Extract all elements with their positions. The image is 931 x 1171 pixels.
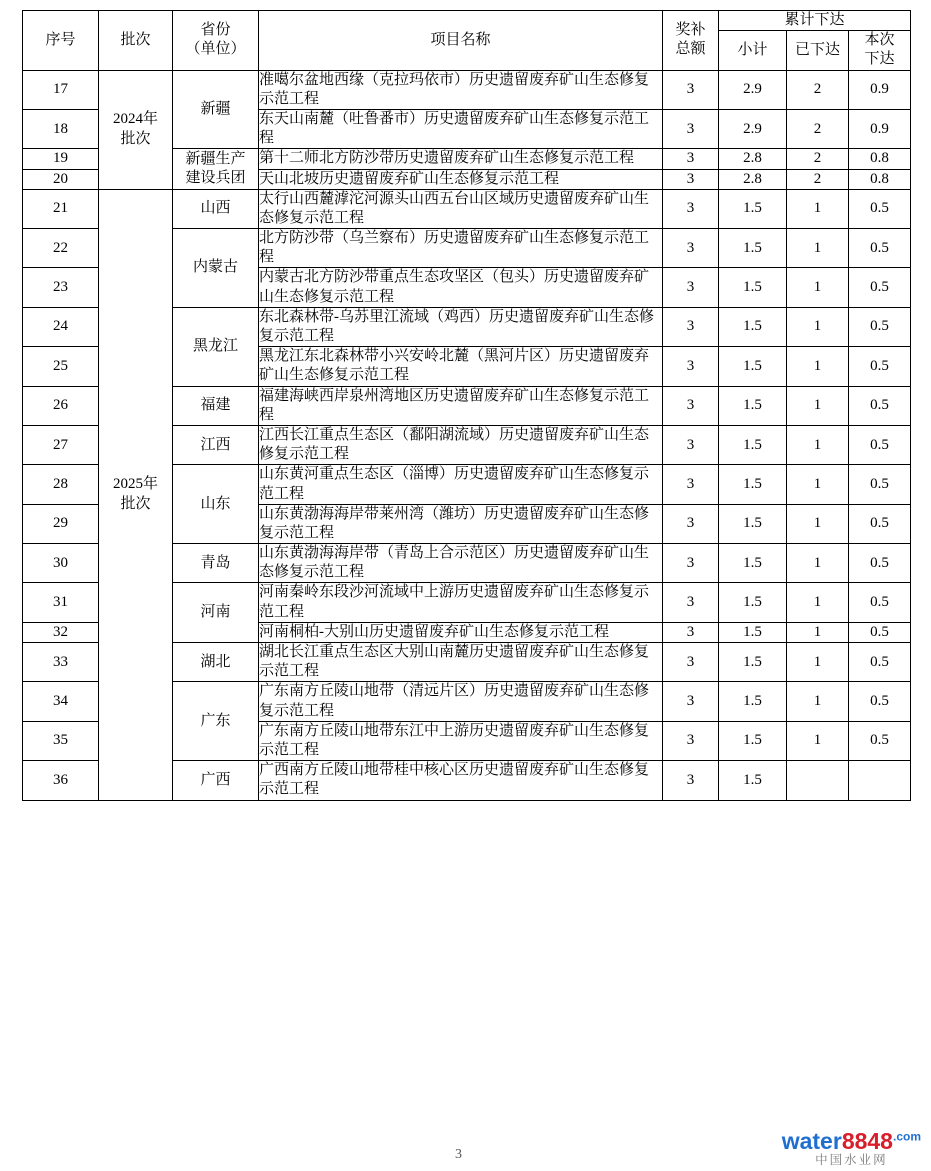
cell-already-issued: 1 [787,504,849,543]
watermark-brand-word: water [781,1127,842,1154]
cell-this-time: 0.8 [849,169,911,189]
cell-province: 广东 [173,682,259,761]
cell-project-name: 山东黄渤海海岸带（青岛上合示范区）历史遗留废弃矿山生态修复示范工程 [259,544,663,583]
cell-index: 25 [23,347,99,386]
cell-index: 18 [23,109,99,148]
cell-province-line2: 建设兵团 [185,170,246,186]
table-header [23,11,911,71]
cell-total-award: 3 [663,109,719,148]
cell-subtotal: 2.9 [719,70,787,109]
cell-project-name: 第十二师北方防沙带历史遗留废弃矿山生态修复示范工程 [259,149,663,169]
cell-subtotal: 1.5 [719,583,787,622]
cell-this-time: 0.5 [849,504,911,543]
cell-total-award: 3 [663,229,719,268]
cell-project-name: 太行山西麓滹沱河源头山西五台山区域历史遗留废弃矿山生态修复示范工程 [259,189,663,228]
cell-project-name: 江西长江重点生态区（鄱阳湖流域）历史遗留废弃矿山生态修复示范工程 [259,425,663,464]
cell-total-award: 3 [663,169,719,189]
cell-this-time: 0.8 [849,149,911,169]
header-total-award [663,11,719,71]
cell-already-issued: 1 [787,307,849,346]
watermark-brand-number: 8848 [841,1127,893,1154]
header-subtotal: 小计 [719,31,787,70]
cell-batch-line2: 批次 [120,495,151,512]
cell-province: 河南 [173,583,259,643]
cell-total-award: 3 [663,347,719,386]
cell-project-name: 东天山南麓（吐鲁番市）历史遗留废弃矿山生态修复示范工程 [259,109,663,148]
table-container [22,10,910,801]
cell-subtotal: 1.5 [719,622,787,642]
cell-this-time: 0.5 [849,229,911,268]
cell-project-name: 黑龙江东北森林带小兴安岭北麓（黑河片区）历史遗留废弃矿山生态修复示范工程 [259,347,663,386]
cell-province: 广西 [173,761,259,800]
cell-index: 20 [23,169,99,189]
cell-already-issued: 2 [787,169,849,189]
header-province-line2: （单位） [185,41,246,58]
cell-index: 19 [23,149,99,169]
header-this-time-line2: 下达 [864,51,895,68]
site-watermark [782,1129,921,1167]
cell-subtotal: 1.5 [719,189,787,228]
header-province-line1: 省份 [200,22,231,39]
cell-index: 21 [23,189,99,228]
cell-total-award: 3 [663,504,719,543]
cell-already-issued: 1 [787,721,849,760]
cell-project-name: 广东南方丘陵山地带（清远片区）历史遗留废弃矿山生态修复示范工程 [259,682,663,721]
cell-province: 青岛 [173,544,259,583]
cell-this-time: 0.5 [849,307,911,346]
watermark-brand [782,1129,921,1153]
cell-subtotal: 1.5 [719,229,787,268]
cell-project-name: 准噶尔盆地西缘（克拉玛依市）历史遗留废弃矿山生态修复示范工程 [259,70,663,109]
cell-subtotal: 1.5 [719,544,787,583]
cell-subtotal: 1.5 [719,465,787,504]
watermark-brand-tld: .com [892,1129,921,1144]
cell-subtotal: 1.5 [719,643,787,682]
cell-this-time: 0.5 [849,386,911,425]
table-row [23,189,911,228]
cell-already-issued: 1 [787,544,849,583]
cell-this-time: 0.5 [849,622,911,642]
cell-total-award: 3 [663,70,719,109]
cell-province: 内蒙古 [173,229,259,308]
cell-already-issued [787,761,849,800]
cell-project-name: 福建海峡西岸泉州湾地区历史遗留废弃矿山生态修复示范工程 [259,386,663,425]
cell-already-issued: 1 [787,643,849,682]
cell-total-award: 3 [663,622,719,642]
header-cumulative: 累计下达 [719,11,911,31]
cell-already-issued: 1 [787,347,849,386]
cell-index: 24 [23,307,99,346]
cell-index: 28 [23,465,99,504]
header-this-time-line1: 本次 [864,32,895,49]
cell-already-issued: 1 [787,425,849,464]
header-this-time [849,31,911,70]
cell-this-time: 0.9 [849,70,911,109]
funding-allocation-table [22,10,911,801]
cell-index: 17 [23,70,99,109]
cell-already-issued: 1 [787,465,849,504]
cell-this-time [849,761,911,800]
cell-subtotal: 2.8 [719,169,787,189]
cell-total-award: 3 [663,268,719,307]
cell-this-time: 0.5 [849,721,911,760]
table-row [23,70,911,109]
cell-index: 23 [23,268,99,307]
cell-already-issued: 1 [787,583,849,622]
cell-total-award: 3 [663,425,719,464]
cell-total-award: 3 [663,643,719,682]
cell-this-time: 0.5 [849,189,911,228]
cell-already-issued: 1 [787,622,849,642]
cell-project-name: 天山北坡历史遗留废弃矿山生态修复示范工程 [259,169,663,189]
cell-index: 33 [23,643,99,682]
cell-subtotal: 1.5 [719,504,787,543]
cell-subtotal: 1.5 [719,682,787,721]
cell-project-name: 广东南方丘陵山地带东江中上游历史遗留废弃矿山生态修复示范工程 [259,721,663,760]
cell-total-award: 3 [663,189,719,228]
cell-this-time: 0.9 [849,109,911,148]
cell-this-time: 0.5 [849,682,911,721]
cell-subtotal: 1.5 [719,386,787,425]
cell-province: 山东 [173,465,259,544]
cell-province: 山西 [173,189,259,228]
cell-project-name: 山东黄河重点生态区（淄博）历史遗留废弃矿山生态修复示范工程 [259,465,663,504]
header-total-award-line2: 总额 [675,41,706,58]
cell-this-time: 0.5 [849,465,911,504]
cell-this-time: 0.5 [849,347,911,386]
cell-project-name: 内蒙古北方防沙带重点生态攻坚区（包头）历史遗留废弃矿山生态修复示范工程 [259,268,663,307]
cell-already-issued: 1 [787,189,849,228]
cell-index: 31 [23,583,99,622]
watermark-subtitle: 中国水业网 [815,1152,888,1167]
page-number: 3 [455,1147,462,1162]
cell-already-issued: 1 [787,682,849,721]
cell-project-name: 河南桐柏-大别山历史遗留废弃矿山生态修复示范工程 [259,622,663,642]
cell-subtotal: 1.5 [719,268,787,307]
header-province [173,11,259,71]
cell-index: 34 [23,682,99,721]
cell-already-issued: 1 [787,386,849,425]
cell-project-name: 湖北长江重点生态区大别山南麓历史遗留废弃矿山生态修复示范工程 [259,643,663,682]
cell-index: 22 [23,229,99,268]
cell-subtotal: 1.5 [719,761,787,800]
cell-province: 新疆 [173,70,259,149]
cell-batch [99,70,173,189]
cell-province: 黑龙江 [173,307,259,386]
header-project-name: 项目名称 [259,11,663,71]
cell-this-time: 0.5 [849,425,911,464]
cell-subtotal: 2.9 [719,109,787,148]
cell-already-issued: 2 [787,109,849,148]
cell-province-line1: 新疆生产 [185,150,246,167]
header-batch: 批次 [99,11,173,71]
cell-batch-line1: 2024年 [112,111,158,128]
cell-total-award: 3 [663,682,719,721]
cell-already-issued: 2 [787,149,849,169]
header-index: 序号 [23,11,99,71]
cell-index: 27 [23,425,99,464]
cell-index: 26 [23,386,99,425]
cell-total-award: 3 [663,307,719,346]
cell-total-award: 3 [663,721,719,760]
cell-total-award: 3 [663,583,719,622]
cell-subtotal: 1.5 [719,307,787,346]
cell-province: 湖北 [173,643,259,682]
cell-index: 29 [23,504,99,543]
cell-total-award: 3 [663,544,719,583]
cell-province: 福建 [173,386,259,425]
cell-this-time: 0.5 [849,544,911,583]
cell-batch-line2: 批次 [120,130,151,147]
cell-total-award: 3 [663,149,719,169]
cell-project-name: 广西南方丘陵山地带桂中核心区历史遗留废弃矿山生态修复示范工程 [259,761,663,800]
table-body [23,70,911,800]
cell-total-award: 3 [663,386,719,425]
cell-index: 35 [23,721,99,760]
cell-index: 36 [23,761,99,800]
cell-this-time: 0.5 [849,268,911,307]
cell-index: 30 [23,544,99,583]
cell-this-time: 0.5 [849,583,911,622]
header-already-issued: 已下达 [787,31,849,70]
cell-total-award: 3 [663,465,719,504]
cell-project-name: 河南秦岭东段沙河流域中上游历史遗留废弃矿山生态修复示范工程 [259,583,663,622]
cell-project-name: 山东黄渤海海岸带莱州湾（潍坊）历史遗留废弃矿山生态修复示范工程 [259,504,663,543]
cell-subtotal: 1.5 [719,721,787,760]
cell-this-time: 0.5 [849,643,911,682]
cell-subtotal: 1.5 [719,347,787,386]
cell-total-award: 3 [663,761,719,800]
cell-already-issued: 1 [787,229,849,268]
cell-project-name: 北方防沙带（乌兰察布）历史遗留废弃矿山生态修复示范工程 [259,229,663,268]
cell-project-name: 东北森林带-乌苏里江流域（鸡西）历史遗留废弃矿山生态修复示范工程 [259,307,663,346]
cell-subtotal: 2.8 [719,149,787,169]
cell-batch [99,189,173,800]
cell-subtotal: 1.5 [719,425,787,464]
cell-already-issued: 1 [787,268,849,307]
header-total-award-line1: 奖补 [675,22,706,39]
cell-province [173,149,259,189]
cell-already-issued: 2 [787,70,849,109]
cell-province: 江西 [173,425,259,464]
cell-batch-line1: 2025年 [112,476,158,493]
cell-index: 32 [23,622,99,642]
